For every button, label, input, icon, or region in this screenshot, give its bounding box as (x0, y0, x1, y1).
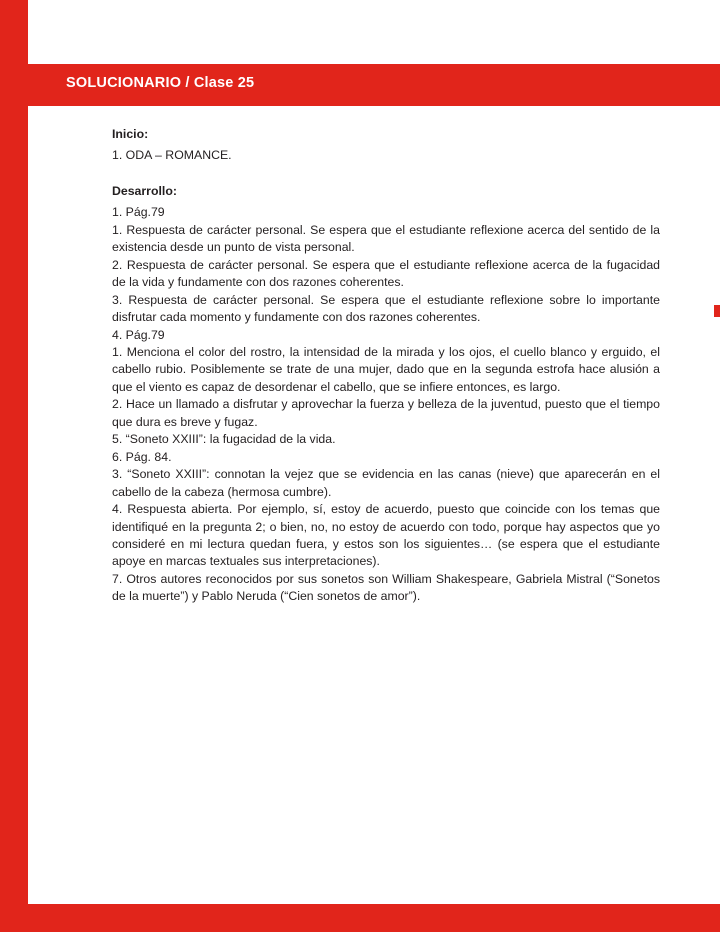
desarrollo-item-3: 2. Respuesta de carácter personal. Se espera que el estudiante reflexione acerca de la fugacidad de la vida y fundamente con dos razones coherentes. (112, 257, 660, 290)
desarrollo-item-12: 7. Otros autores reconocidos por sus sonetos son William Shakespeare, Gabriela Mistral (“Sonetos de la muerte”) y Pablo Neruda (“Cien sonetos de amor”). (112, 571, 660, 604)
desarrollo-item-11: 4. Respuesta abierta. Por ejemplo, sí, estoy de acuerdo, puesto que coincide con los temas que identifiqué en la pregunta 2; o bien, no, no estoy de acuerdo con todo, porque hay aspectos que yo consideré en mi lectura quedan fuera, y estos son los siguientes… (se espera que el estudiante apoye en marcas textuales sus interpretaciones). (112, 502, 660, 569)
right-edge-marker (714, 305, 720, 317)
page-title-rest: / Clase 25 (181, 75, 255, 91)
desarrollo-item-1: 1. Pág.79 (112, 205, 165, 220)
desarrollo-item-5: 4. Pág.79 (112, 327, 165, 342)
desarrollo-item-6: 1. Menciona el color del rostro, la intensidad de la mirada y los ojos, el cuello blanco y erguido, el cabello rubio. Posiblemente se trate de una mujer, dado que en la segunda estrofa hace alusión a que el viento es capaz de desordenar el cabello, que se infiere entonces, es largo. (112, 344, 660, 394)
footer-red-band (28, 904, 720, 932)
desarrollo-item-4: 3. Respuesta de carácter personal. Se espera que el estudiante reflexione sobre lo importante disfrutar cada momento y fundamente con dos razones coherentes. (112, 292, 660, 325)
section-label-desarrollo: Desarrollo: (112, 183, 177, 198)
page-title-bold: SOLUCIONARIO (66, 75, 182, 91)
inicio-item-1: 1. ODA – ROMANCE. (112, 148, 232, 163)
document-content (112, 126, 660, 606)
page-title (66, 75, 254, 91)
desarrollo-item-9: 6. Pág. 84. (112, 449, 172, 464)
left-red-bar (0, 0, 28, 932)
desarrollo-item-7: 2. Hace un llamado a disfrutar y aprovechar la fuerza y belleza de la juventud, puesto que el tiempo que dura es breve y fugaz. (112, 397, 660, 429)
section-label-inicio: Inicio: (112, 127, 149, 141)
desarrollo-item-8: 5. “Soneto XXIII”: la fugacidad de la vida. (112, 432, 336, 447)
desarrollo-item-2: 1. Respuesta de carácter personal. Se espera que el estudiante reflexione acerca del sentido de la existencia desde un punto de vista personal. (112, 222, 660, 255)
desarrollo-item-10: 3. “Soneto XXIII”: connotan la vejez que se evidencia en las canas (nieve) que aparecerán en el cabello de la cabeza (hermosa cumbre). (112, 467, 660, 499)
